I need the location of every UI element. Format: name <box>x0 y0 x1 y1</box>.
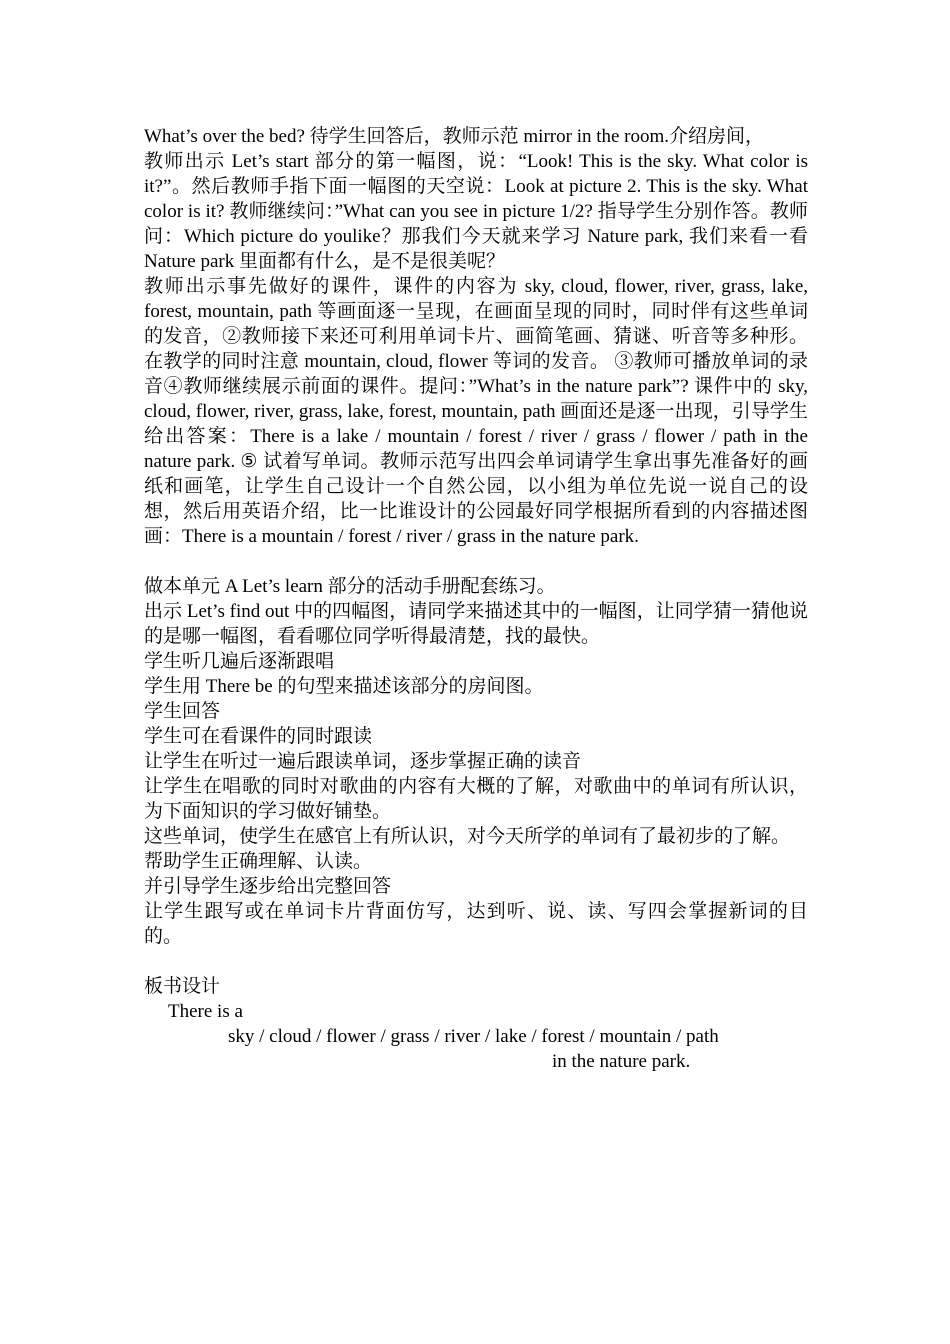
document-body <box>144 124 808 1074</box>
blank-line <box>144 549 808 574</box>
activity-item: 学生用 There be 的句型来描述该部分的房间图。 <box>144 676 544 697</box>
activity-item: 出示 Let’s find out 中的四幅图，请同学来描述其中的一幅图，让同学猜一猜他说的是哪一幅图，看看哪位同学听得最清楚，找的最快。 <box>144 601 808 647</box>
paragraph-courseware: 教师出示事先做好的课件，课件的内容为 sky, cloud, flower, river, grass, lake, forest, mountain, path 等画面逐一呈现，在画面呈现的同时，同时伴有这些单词的发音，②教师接下来还可利用单词卡片、画简笔画、猜谜、听音等多种形。在教学的同时注意 mountain, cloud, flower 等词的发音。 ③教师可播放单词的录音④教师继续展示前面的课件。提问：”What’s in the nature park”? 课件中的 sky, cloud, flower, river, grass, lake, forest, mountain, path 画面还是逐一出现，引导学生给出答案：There is a lake / mountain / forest / river / grass / flower / path in the nature park. ⑤ 试着写单词。教师示范写出四会单词请学生拿出事先准备好的画纸和画笔，让学生自己设计一个自然公园，以小组为单位先说一说自己的设想，然后用英语介绍，比一比谁设计的公园最好同学根据所看到的内容描述图画：There is a mountain / forest / river / grass in the nature park. <box>144 276 808 547</box>
activity-item: 这些单词，使学生在感官上有所认识，对今天所学的单词有了最初步的了解。 <box>144 826 791 847</box>
activity-item: 并引导学生逐步给出完整回答 <box>144 876 392 897</box>
paragraph-lets-start: 教师出示 Let’s start 部分的第一幅图，说：“Look! This is the sky. What color is it?”。然后教师手指下面一幅图的天空说：Look at picture 2. This is the sky. What color is it? 教师继续问：”What can you see in picture 1/2? 指导学生分别作答。教师问：Which picture do youlike？那我们今天就来学习 Nature park, 我们来看一看 Nature park 里面都有什么，是不是很美呢？ <box>144 151 808 272</box>
activity-item: 让学生在听过一遍后跟读单词，逐步掌握正确的读音 <box>144 751 582 772</box>
paragraph-intro: What’s over the bed? 待学生回答后，教师示范 mirror in the room.介绍房间， <box>144 126 765 147</box>
activity-item: 做本单元 A Let’s learn 部分的活动手册配套练习。 <box>144 576 556 597</box>
activity-item: 让学生在唱歌的同时对歌曲的内容有大概的了解，对歌曲中的单词有所认识，为下面知识的学习做好铺垫。 <box>144 776 808 822</box>
board-line-words: sky / cloud / flower / grass / river / lake / forest / mountain / path <box>228 1026 719 1047</box>
blank-line <box>144 949 808 974</box>
activity-item: 学生回答 <box>144 701 221 722</box>
board-line-nature-park: in the nature park. <box>552 1051 691 1072</box>
activity-item: 让学生跟写或在单词卡片背面仿写，达到听、说、读、写四会掌握新词的目的。 <box>144 901 808 947</box>
activity-item: 学生听几遍后逐渐跟唱 <box>144 651 335 672</box>
activity-item: 帮助学生正确理解、认读。 <box>144 851 373 872</box>
board-line-there-is: There is a <box>168 1001 243 1022</box>
board-design-title: 板书设计 <box>144 976 221 997</box>
activity-item: 学生可在看课件的同时跟读 <box>144 726 373 747</box>
